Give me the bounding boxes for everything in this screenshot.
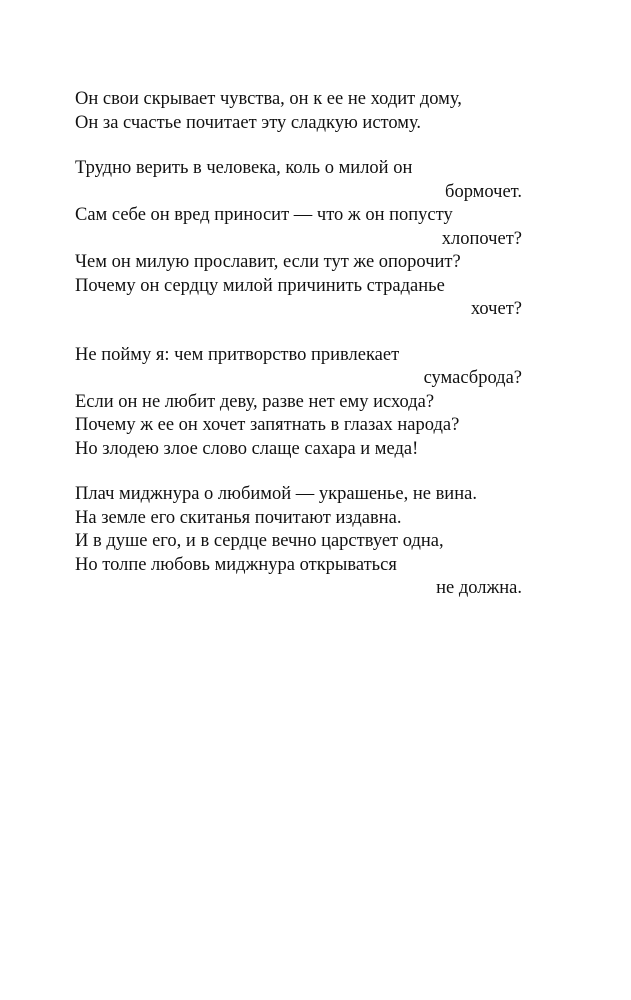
poem-line-continuation: хлопочет? [441, 228, 522, 249]
stanza-1 [75, 88, 522, 135]
poem-line: Почему он сердцу милой причинить страданье [75, 275, 445, 296]
stanza-2 [75, 157, 522, 322]
poem-line: Чем он милую прославит, если тут же опорочит? [75, 252, 461, 272]
poem-line-continuation: хочет? [470, 299, 522, 319]
poem-line-continuation: бормочет. [445, 181, 522, 202]
poem-line: Трудно верить в человека, коль о милой он [75, 158, 413, 178]
poem-line: На земле его скитанья почитают издавна. [75, 507, 402, 528]
poem-line-continuation: сумасброда? [423, 368, 522, 388]
poem-line-continuation: не должна. [436, 578, 522, 598]
poem-line: Плач миджнура о любимой — украшенье, не вина. [75, 484, 477, 504]
stanza-3 [75, 344, 522, 462]
poem-line: Не пойму я: чем притворство привлекает [75, 344, 400, 365]
poem-line: Если он не любит деву, разве нет ему исхода? [75, 391, 435, 412]
poem-line: Но толпе любовь миджнура открываться [75, 554, 397, 575]
poem-line: Сам себе он вред приносит — что ж он попусту [75, 205, 453, 225]
stanza-4 [75, 483, 522, 601]
poem-line: Он свои скрывает чувства, он к ее не ходит дому, [75, 89, 462, 109]
poem-line: Почему ж ее он хочет запятнать в глазах народа? [75, 415, 460, 435]
poem-line: Но злодею злое слово слаще сахара и меда! [75, 438, 419, 459]
poem-line: И в душе его, и в сердце вечно царствует одна, [75, 531, 444, 551]
poem-line: Он за счастье почитает эту сладкую истому. [75, 112, 421, 133]
poem-page [75, 88, 522, 623]
